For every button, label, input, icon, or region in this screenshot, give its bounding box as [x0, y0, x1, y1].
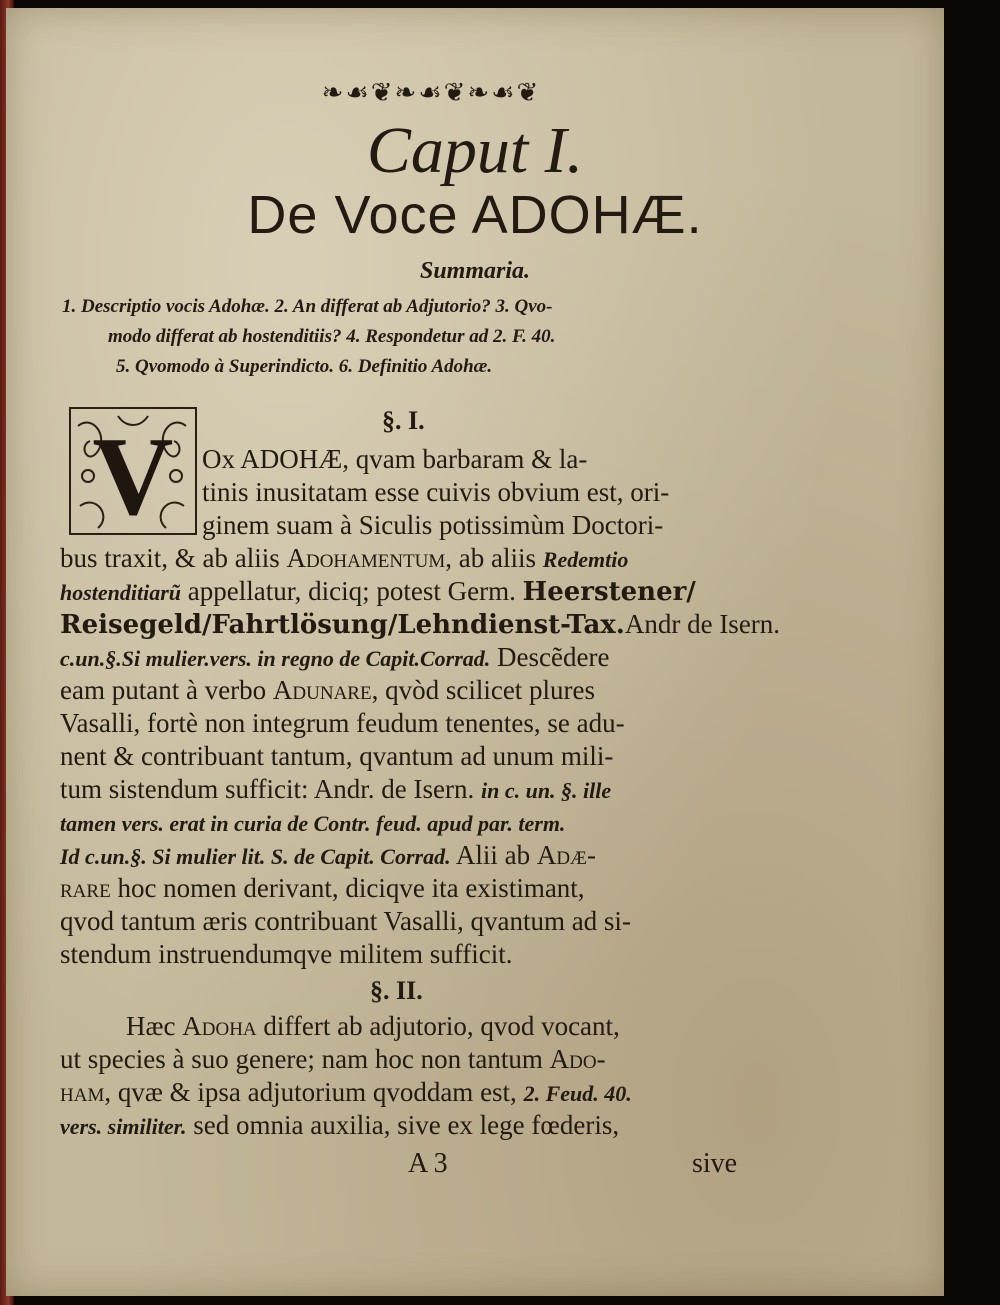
section-1-line-15: qvod tantum æris contribuant Vasalli, qvantum ad si- — [60, 906, 631, 936]
summaria-line-2: modo differat ab hostenditiis? 4. Respondetur ad 2. F. 40. — [108, 326, 556, 347]
book-page — [6, 8, 944, 1296]
italic-span: hostenditiarũ — [60, 580, 182, 605]
section-1-line-5 — [60, 575, 696, 609]
text-span: , qvòd scilicet plures — [371, 675, 596, 705]
section-2-mark: §. II. — [370, 976, 423, 1005]
section-2-line-3 — [60, 1076, 632, 1110]
summaria-line-3: 5. Qvomodo à Superindicto. 6. Definitio Adohæ. — [116, 356, 493, 377]
smallcaps-span: Adunare — [272, 675, 372, 705]
text-span: sed omnia auxilia, sive ex lege fœderis, — [186, 1110, 620, 1140]
section-2-line-2 — [60, 1043, 606, 1076]
smallcaps-span: Adohamentum — [286, 543, 446, 573]
section-1-line-9: Vasalli, fortè non integrum feudum tenentes, se adu- — [60, 708, 625, 738]
summaria-line-1: 1. Descriptio vocis Adohæ. 2. An differat ab Adjutorio? 3. Qvo- — [62, 296, 553, 317]
chapter-heading: Caput I. — [366, 114, 584, 187]
italic-span: in c. un. §. ille — [480, 778, 612, 803]
section-1-line-6 — [60, 608, 780, 642]
text-span: Alii ab — [450, 840, 537, 870]
text-span: hoc nomen derivant, diciqve ita existimant, — [110, 873, 585, 903]
text-span: Hæc — [126, 1011, 183, 1041]
section-1-mark: §. I. — [382, 406, 425, 435]
text-span: Descẽdere — [490, 642, 610, 672]
text-span: eam putant à verbo — [60, 675, 273, 705]
page-signature: A 3 — [408, 1148, 448, 1179]
ornament-band: ❧☙❦❧☙❦❧☙❦ — [321, 78, 541, 108]
section-1-line-12 — [60, 806, 565, 840]
section-1-line-16: stendum instruendumqve militem sufficit. — [60, 939, 513, 969]
text-span: ut species à suo genere; nam hoc non tantum — [60, 1044, 550, 1074]
section-1-line-8 — [60, 674, 595, 707]
section-1-line-14 — [60, 872, 585, 905]
chapter-title: De Voce ADOHÆ. — [247, 185, 703, 245]
section-1-line-13 — [60, 839, 596, 873]
section-1-line-10: nent & contribuant tantum, qvantum ad unum mili- — [60, 741, 614, 771]
smallcaps-span: Adæ- — [536, 840, 596, 870]
smallcaps-span: Ado- — [549, 1044, 606, 1074]
italic-span: c.un.§.Si mulier.vers. in regno de Capit.Corrad. — [60, 646, 491, 671]
italic-span: 2. Feud. 40. — [523, 1081, 632, 1106]
fraktur-span: Reisegeld/Fahrtlösung/Lehndienst-Tax. — [60, 610, 625, 640]
summaria-heading: Summaria. — [419, 258, 531, 284]
italic-span: Id c.un.§. Si mulier lit. S. de Capit. Corrad. — [60, 844, 451, 869]
text-span: bus traxit, & ab aliis — [60, 543, 287, 573]
section-1-line-4 — [60, 542, 628, 576]
italic-span: tamen vers. erat in curia de Contr. feud. apud par. term. — [60, 811, 566, 836]
smallcaps-span: ham — [60, 1077, 105, 1107]
fraktur-span: Heerstener/ — [522, 577, 696, 607]
section-1-line-2: tinis inusitatam esse cuivis obvium est, ori- — [202, 477, 670, 507]
text-span: , ab aliis — [445, 543, 543, 573]
text-span: tum sistendum sufficit: Andr. de Isern. — [60, 774, 481, 804]
dropcap-letter: V — [92, 415, 174, 536]
italic-span: vers. similiter. — [60, 1114, 187, 1139]
text-span: differt ab adjutorio, qvod vocant, — [256, 1011, 620, 1041]
smallcaps-span: Adoha — [182, 1011, 257, 1041]
catchword: sive — [692, 1148, 738, 1179]
text-span: appellatur, diciq; potest Germ. — [181, 576, 523, 606]
italic-span: Redemtio — [542, 547, 629, 572]
decorated-initial-v — [68, 406, 198, 536]
section-1-line-11 — [60, 773, 611, 807]
text-span: Andr de Isern. — [624, 609, 781, 639]
smallcaps-span: rare — [60, 873, 111, 903]
section-1-line-1: Ox ADOHÆ, qvam barbaram & la- — [202, 444, 588, 474]
section-2-line-4 — [60, 1109, 619, 1143]
section-2-line-1 — [126, 1010, 620, 1043]
header-ornament — [261, 78, 601, 108]
section-1-line-3: ginem suam à Siculis potissimùm Doctori- — [202, 510, 664, 540]
section-1-line-7 — [60, 641, 609, 675]
text-span: , qvæ & ipsa adjutorium qvoddam est, — [104, 1077, 524, 1107]
